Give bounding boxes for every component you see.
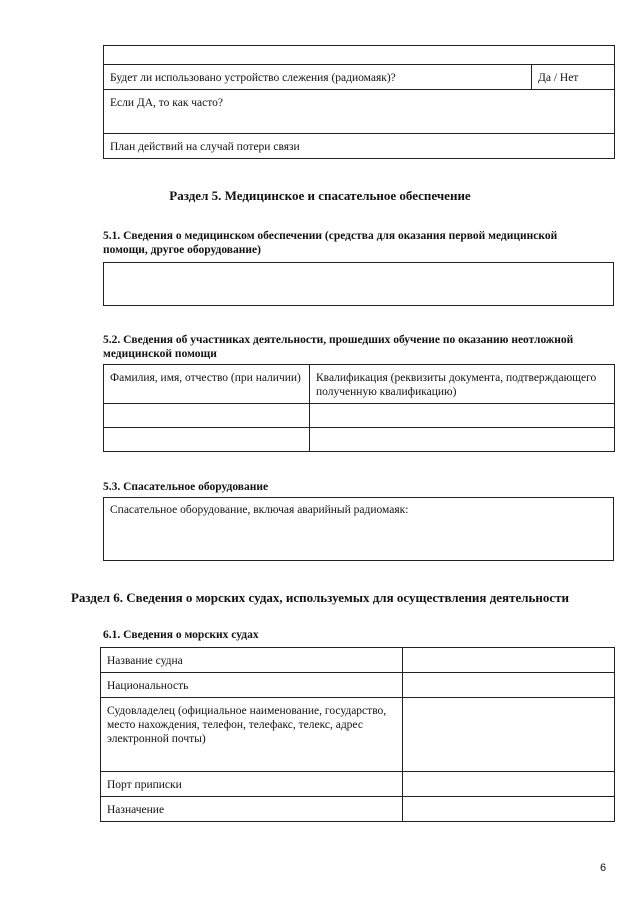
empty-top-row[interactable] [104,46,615,65]
participant-name-cell[interactable] [104,404,310,428]
nationality-label: Национальность [101,673,403,698]
participant-qualification-cell[interactable] [310,404,615,428]
tracking-answer[interactable]: Да / Нет [532,65,615,90]
tracking-table [103,45,615,159]
section-5-2-title: 5.2. Сведения об участниках деятельности, прошедших обучение по оказанию неотложной медицинской помощи [103,334,574,360]
rescue-equipment-label: Спасательное оборудование, включая аварийный радиомаяк: [110,504,409,516]
frequency-question[interactable]: Если ДА, то как часто? [104,90,615,134]
medical-supplies-field[interactable] [103,262,614,306]
vessel-name-label: Название судна [101,648,403,673]
home-port-label: Порт приписки [101,772,403,797]
page-number: 6 [600,862,607,874]
section-6-1-title: 6.1. Сведения о морских судах [103,629,259,641]
section-5-1-title: 5.1. Сведения о медицинском обеспечении (средства для оказания первой медицинской помощи, другое оборудование) [103,230,558,256]
section-5-3-title: 5.3. Спасательное оборудование [103,481,269,493]
participant-qualification-cell[interactable] [310,428,615,452]
section-6-title: Раздел 6. Сведения о морских судах, используемых для осуществления деятельности [70,590,570,605]
col-header-qualification: Квалификация (реквизиты документа, подтверждающего полученную квалификацию) [310,365,615,404]
vessel-name-value[interactable] [403,648,615,673]
trained-participants-table [103,364,615,452]
home-port-value[interactable] [403,772,615,797]
nationality-value[interactable] [403,673,615,698]
rescue-equipment-field[interactable] [103,497,614,561]
vessel-table [100,647,615,822]
comms-loss-plan[interactable]: План действий на случай потери связи [104,134,615,159]
owner-value[interactable] [403,698,615,772]
tracking-question: Будет ли использовано устройство слежения (радиомаяк)? [104,65,532,90]
participant-name-cell[interactable] [104,428,310,452]
owner-label: Судовладелец (официальное наименование, государство, место нахождения, телефон, телефакс, телекс, адрес электронной почты) [101,698,403,772]
purpose-label: Назначение [101,797,403,822]
col-header-name: Фамилия, имя, отчество (при наличии) [104,365,310,404]
purpose-value[interactable] [403,797,615,822]
section-5-title: Раздел 5. Медицинское и спасательное обеспечение [169,188,471,203]
